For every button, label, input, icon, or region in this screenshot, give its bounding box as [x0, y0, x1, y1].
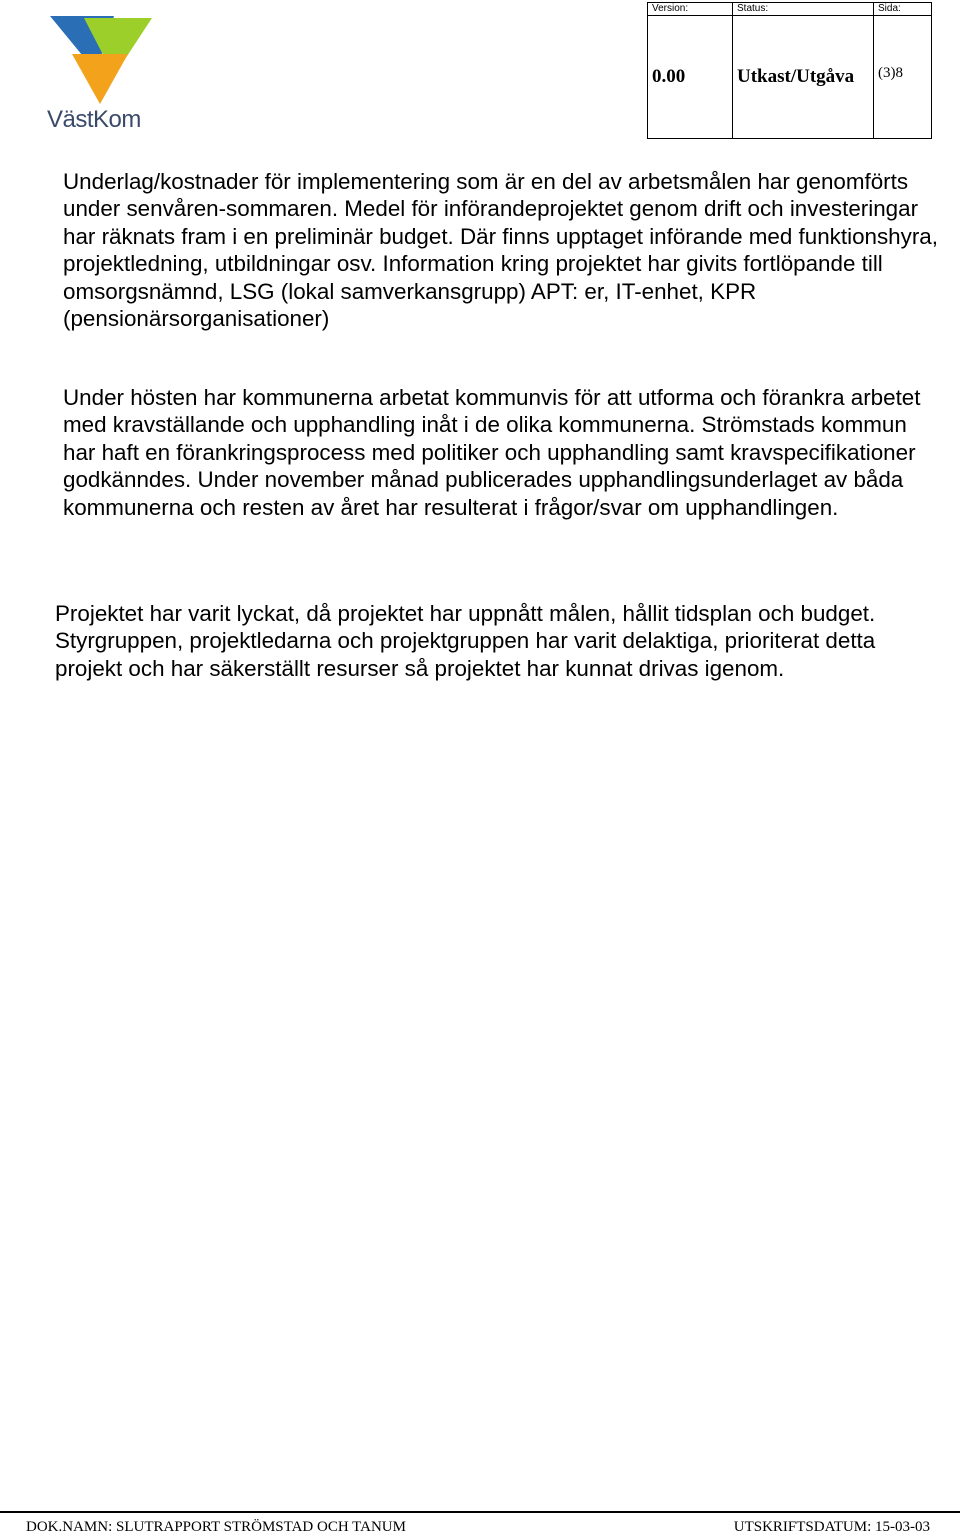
footer-print-date: UTSKRIFTSDATUM: 15-03-03 [733, 1519, 930, 1535]
body-paragraph: Under hösten har kommunerna arbetat kommunvis för att utforma och förankra arbetet med kravställande och upphandling inåt i de olika kommunerna. Strömstads kommun har haft en förankringsprocess med politiker och upphandling samt kravspecifikationer godkänndes. Under november månad publicerades upphandlingsunderlaget av båda kommunerna och resten av året har resulterat i frågor/svar om upphandlingen. [63, 385, 921, 520]
body-paragraph: Underlag/kostnader för implementering som är en del av arbetsmålen har genomförts under senvåren-sommaren. Medel för införandeprojektet genom drift och investeringar har räknats fram i en preliminär budget. Där finns upptaget införande med funktionshyra, projektledning, utbildningar osv. Information kring projektet har givits fortlöpande till omsorgsnämnd, LSG (lokal samverkansgrupp) APT: er, IT-enhet, KPR (pensionärsorganisationer) [63, 169, 938, 332]
status-cell [733, 16, 874, 139]
document-meta-table [647, 2, 932, 139]
footer-divider [0, 1511, 960, 1513]
vastkom-logo [44, 14, 156, 134]
version-header: Version: [648, 3, 733, 16]
vastkom-logo-mark-icon [44, 14, 156, 110]
page-header: Sida: [874, 3, 932, 16]
page-cell [874, 16, 932, 139]
status-value: Utkast/Utgåva [737, 66, 855, 88]
status-header: Status: [733, 3, 874, 16]
body-paragraph: Projektet har varit lyckat, då projektet har uppnått målen, hållit tidsplan och budget. Styrgruppen, projektledarna och projektgruppen har varit delaktiga, prioriterat detta projekt och har säkerställt resurser så projektet har kunnat drivas igenom. [55, 601, 876, 681]
logo-wordmark: VästKom [47, 106, 141, 133]
version-value: 0.00 [652, 66, 686, 88]
page-value: (3)8 [878, 64, 903, 81]
footer-document-name: DOK.NAMN: SLUTRAPPORT STRÖMSTAD OCH TANUM [26, 1519, 406, 1535]
version-cell [648, 16, 733, 139]
